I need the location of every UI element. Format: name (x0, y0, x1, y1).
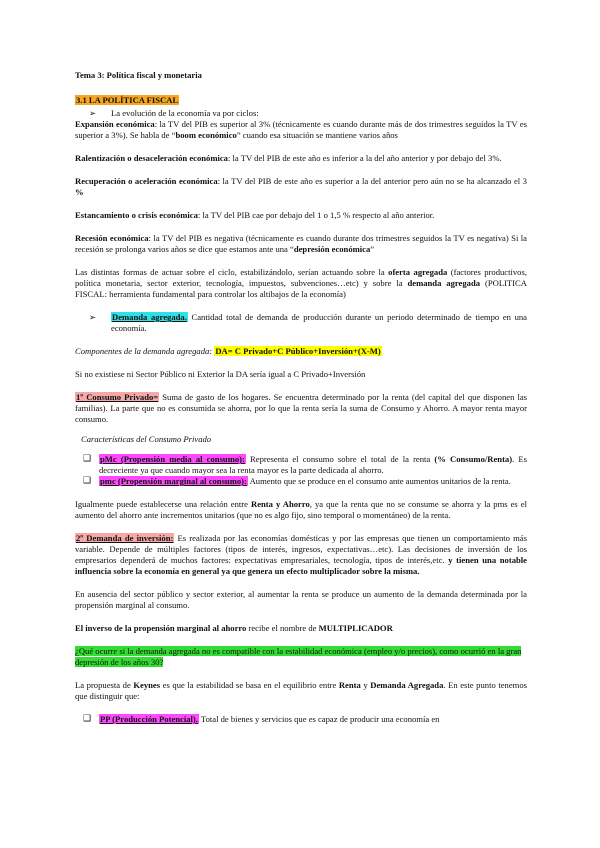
keynes-text: . En este punto tenemos que distinguir que: (75, 680, 527, 701)
components-formula: DA= C Privado+C Público+Inversión+(X-M) (215, 346, 381, 356)
inverso-bold: MULTIPLICADOR (318, 623, 393, 633)
checkbox-bullet-icon: ❑ (83, 476, 92, 486)
cycle-term: Expansión económica (75, 119, 155, 129)
forms-bold: demanda agregada (407, 278, 481, 288)
arrow-bullet-icon: ➢ (89, 108, 97, 118)
intro-list-item (75, 108, 527, 119)
no-sector-paragraph: Si no existiese ni Sector Público ni Exterior la DA sería igual a C Privado+Inversión (75, 369, 366, 379)
cycle-term: Recesión económica (75, 233, 149, 243)
section-heading (75, 95, 527, 106)
cycle-text-end: ” cuando esa situación se mantiene varios años (236, 130, 398, 140)
inversion-bold: y tienen una notable influencia sobre la economía en general ya que genera un efecto multiplicador sobre la misma. (75, 555, 527, 576)
keynes-bold: Keynes (133, 680, 161, 690)
consumo-text: Suma de gasto de los hogares. Se encuentra determinado por la renta (del capital del que disponen las familias). La parte que no es consumida se ahorra, por lo que la renta sería la suma de Consumo y Ahorro. A mayor renta mayor consumo. (75, 392, 527, 424)
document-body (75, 70, 527, 725)
pp-label: PP (Producción Potencial). (100, 714, 198, 724)
cycle-text: : la TV del PIB de este año es superior a la del anterior pero aún no se ha alcanzado el 3 (217, 176, 527, 186)
cycle-bold: boom económico (175, 130, 237, 140)
keynes-paragraph (75, 680, 527, 702)
components-label: Componentes de la demanda agregada: (75, 346, 213, 356)
caracteristicas-heading: Características del Consumo Privado (81, 434, 212, 444)
keynes-text: y (360, 680, 371, 690)
cycle-bold: depresión económica (293, 244, 371, 254)
keynes-text: La propuesta de (75, 680, 134, 690)
igual-text: Igualmente puede establecerse una relación entre (75, 499, 251, 509)
cycle-text-end: ” (370, 244, 375, 254)
demanda-agregada-text: Cantidad total de demanda de producción durante un periodo determinado de tiempo en una economía. (111, 312, 527, 333)
keynes-bold: Demanda Agregada (370, 680, 444, 690)
inverso-bold: El inverso de la propensión marginal al ahorro (75, 623, 247, 633)
keynes-text: es que la estabilidad se basa en el equilibrio entre (160, 680, 339, 690)
ausencia-paragraph: En ausencia del sector público y sector exterior, al aumentar la renta se produce un aumento de la demanda determinada por la propensión marginal al consumo. (75, 589, 527, 610)
cycle-recesion (75, 233, 527, 255)
consumo-paragraph (75, 392, 527, 425)
demanda-agregada-label: Demanda agregada. (112, 312, 187, 322)
forms-paragraph (75, 267, 527, 300)
keynes-bold: Renta (338, 680, 361, 690)
section-heading-label: 3.1 LA POLÍTICA FISCAL (76, 95, 179, 105)
question-paragraph (75, 646, 527, 668)
intro-text: La evolución de la economía va por ciclos: (111, 108, 259, 118)
pmc-label: pMc (Propensión media al consumo): (100, 454, 245, 464)
pp-text: Total de bienes y servicios que es capaz de producir una economía en (198, 714, 440, 724)
question-highlight: ¿Qué ocurre si la demanda agregada no es compatible con la estabilidad económica (empleo y/o precios), como ocurrió en la gran depresión de los años 30? (75, 646, 522, 667)
demanda-agregada-item (75, 312, 527, 334)
pp-item (75, 714, 527, 725)
igual-text: , ya que la renta que no se consume se ahorra y la pms es el aumento del ahorro ante incrementos unitarios (que no es algo fijo, sino temporal o momentáneo) de la renta. (75, 499, 527, 520)
checkbox-bullet-icon: ❑ (83, 714, 92, 724)
cycle-text: : la TV del PIB es superior al 3% (técnicamente es cuando durante más de dos trimestres seguidos la TV es superior a 3%). Se habla de “ (75, 119, 527, 140)
cycle-term: Recuperación o aceleración económica (75, 176, 218, 186)
cycle-bold: % (75, 187, 84, 197)
pmgc-text: Aumento que se produce en el consumo ante aumentos unitarios de la renta. (247, 476, 511, 486)
pmc-text: . Es decreciente ya que cuando mayor sea la renta mayor es la parte dedicada al ahorro. (99, 454, 527, 475)
pmc-item (75, 454, 527, 476)
checkbox-bullet-icon: ❑ (83, 454, 92, 464)
cycle-text: : la TV del PIB es negativa (técnicamente es cuando durante dos trimestres seguidos la TV es negativa) Si la recesión se prolonga varios años se dice que estamos ante una “ (75, 233, 527, 254)
cycle-expansion (75, 119, 527, 141)
page-title: Tema 3: Política fiscal y monetaria (75, 70, 202, 80)
arrow-bullet-icon: ➢ (89, 312, 97, 322)
inversion-paragraph (75, 533, 527, 577)
cycle-estancamiento (75, 210, 527, 221)
pmgc-label: pmc (Propensión marginal al consumo): (100, 476, 247, 486)
consumo-label: 1º Consumo Privado= (76, 392, 159, 402)
inverso-paragraph (75, 623, 527, 634)
forms-bold: oferta agregada (388, 267, 448, 277)
cycle-recuperacion (75, 176, 527, 198)
pmc-bold: (% Consumo/Renta) (434, 454, 513, 464)
inversion-label: 2º Demanda de inversión: (76, 533, 174, 543)
igual-bold: Renta y Ahorro (250, 499, 310, 509)
pmc-text: Representa el consumo sobre el total de la renta (245, 454, 435, 464)
inversion-text: Es realizada por las economías domésticas y por las empresas que tienen un comportamiento más variable. Depende de múltiples factores (tipos de interés, ingresos, expectativas…etc). Las decisiones de inversión de los empresarios dependerá de muchos factores: expectativas empresariales, tecnología, tipos de interés,etc. (75, 533, 527, 565)
cycle-text: : la TV del PIB de este año es inferior a la del año anterior y por debajo del 3%. (227, 153, 502, 163)
components-line (75, 346, 527, 357)
inverso-text: recibe el nombre de (246, 623, 319, 633)
forms-text: Las distintas formas de actuar sobre el ciclo, estabilizándolo, serían actuando sobre la (75, 267, 389, 277)
cycle-text: : la TV del PIB cae por debajo del 1 o 1,5 % respecto al año anterior. (197, 210, 435, 220)
pmgc-item (75, 476, 527, 487)
cycle-term: Estancamiento o crisis económica (75, 210, 198, 220)
forms-text: (factores productivos, política monetaria, sector exterior, tecnología, impuestos, subvenciones…etc) y sobre la (75, 267, 527, 288)
igual-paragraph (75, 499, 527, 521)
cycle-ralentizacion (75, 153, 527, 164)
cycle-term: Ralentización o desaceleración económica (75, 153, 228, 163)
forms-text: (POLITICA FISCAL: herramienta fundamental para controlar los altibajos de la economía) (75, 278, 527, 299)
